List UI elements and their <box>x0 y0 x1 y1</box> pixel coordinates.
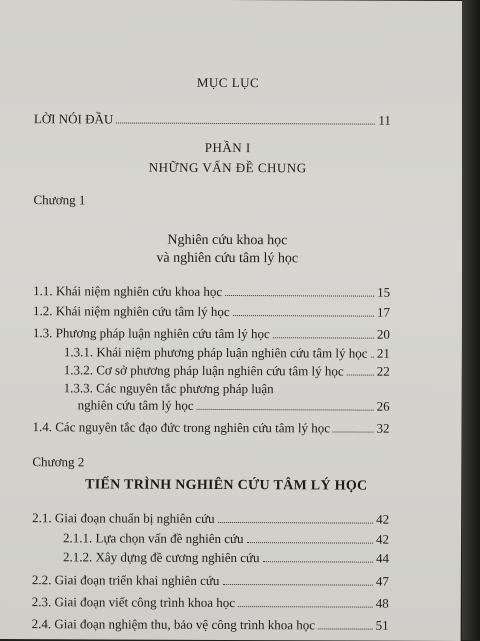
page-edge-shadow <box>462 0 480 640</box>
toc-entry <box>32 616 389 634</box>
toc-entry <box>32 572 389 590</box>
toc-entry-page: 17 <box>377 304 391 320</box>
toc-entry-page: 15 <box>377 284 391 300</box>
toc-entry-label: 1.1. Khái niệm nghiên cứu khoa học <box>33 283 223 299</box>
toc-entry-label: 1.3.3. Các nguyên tắc phương pháp luận <box>63 380 274 397</box>
toc-entry-page: 11 <box>378 112 391 128</box>
toc-entry-page: 21 <box>376 345 390 361</box>
toc-entry <box>32 419 389 437</box>
toc-entry-page: 51 <box>375 617 389 633</box>
toc-entry-label: 1.3. Phương pháp luận nghiên cứu tâm lý học <box>32 325 270 342</box>
chapter-1-title-line-2: và nghiên cứu tâm lý học <box>156 250 299 267</box>
chapter-2-title: TIẾN TRÌNH NGHIÊN CỨU TÂM LÝ HỌC <box>85 477 368 494</box>
toc-entry <box>32 594 389 612</box>
toc-entry <box>33 303 390 321</box>
toc-entry-label: 2.4. Giai đoạn nghiệm thu, bảo vệ công trình khoa học <box>31 616 316 633</box>
toc-entry-label: 1.3.2. Cơ sở phương pháp luận nghiên cứu tâm lý học <box>63 362 344 379</box>
toc-entry-label: 1.4. Các nguyên tắc đạo đức trong nghiên cứu tâm lý học <box>32 419 331 436</box>
toc-entry-label: 2.1. Giai đoạn chuẩn bị nghiên cứu <box>32 510 215 526</box>
dot-leader <box>238 606 373 608</box>
toc-entry-page: 47 <box>375 573 389 589</box>
chapter-2-label: Chương 2 <box>32 454 85 470</box>
dot-leader <box>218 522 373 524</box>
toc-entry <box>63 549 389 566</box>
toc-entry <box>64 344 390 361</box>
toc-entry-page: 42 <box>376 531 390 547</box>
chapter-1-title-line-1: Nghiên cứu khoa học <box>167 232 288 249</box>
part-title: NHỮNG VẤN ĐỀ CHUNG <box>148 159 307 176</box>
toc-entry-page: 44 <box>375 550 389 566</box>
toc-entry-page: 20 <box>376 326 390 342</box>
dot-leader <box>233 315 374 317</box>
part-number: PHẦN I <box>204 139 251 156</box>
dot-leader <box>247 542 373 544</box>
toc-entry-label: 1.2. Khái niệm nghiên cứu tâm lý học <box>33 303 230 320</box>
bleed-through-text <box>143 0 414 121</box>
toc-entry-label: 2.1.1. Lựa chọn vấn đề nghiên cứu <box>63 530 244 547</box>
toc-entry <box>64 362 390 379</box>
toc-entry-page: 26 <box>376 398 390 414</box>
toc-entry-label: 2.2. Giai đoạn triển khai nghiên cứu <box>31 572 220 588</box>
dot-leader <box>263 561 373 562</box>
toc-entry-label: 2.3. Giai đoạn viết công trình khoa học <box>31 594 236 611</box>
toc-entry-page: 48 <box>375 595 389 611</box>
toc-entry <box>33 283 390 301</box>
dot-leader <box>318 628 373 629</box>
toc-entry <box>78 397 390 414</box>
dot-leader <box>222 584 372 586</box>
toc-entry-page: 32 <box>376 420 390 436</box>
toc-entry-preface <box>34 111 391 129</box>
toc-entry-page: 22 <box>376 363 390 379</box>
toc-entry <box>63 530 389 547</box>
toc-entry-label: 1.3.1. Khái niệm phương pháp luận nghiên cứu tâm lý học <box>63 344 368 361</box>
toc-entry-label: 2.1.2. Xây dựng đề cương nghiên cứu <box>62 549 260 566</box>
toc-entry <box>32 510 389 528</box>
dot-leader <box>371 357 374 358</box>
toc-entry-page: 42 <box>376 511 390 527</box>
dot-leader <box>333 431 374 432</box>
page-title: MỤC LỤC <box>196 74 260 91</box>
chapter-1-label: Chương 1 <box>33 192 86 208</box>
dot-leader <box>225 295 374 297</box>
dot-leader <box>116 123 375 125</box>
dot-leader <box>273 337 374 338</box>
dot-leader <box>347 375 374 376</box>
toc-entry-label: nghiên cứu tâm lý học <box>77 397 194 413</box>
toc-entry-label: LỜI NÓI ĐẦU <box>33 111 114 127</box>
dot-leader <box>197 409 374 411</box>
toc-entry <box>33 325 390 343</box>
